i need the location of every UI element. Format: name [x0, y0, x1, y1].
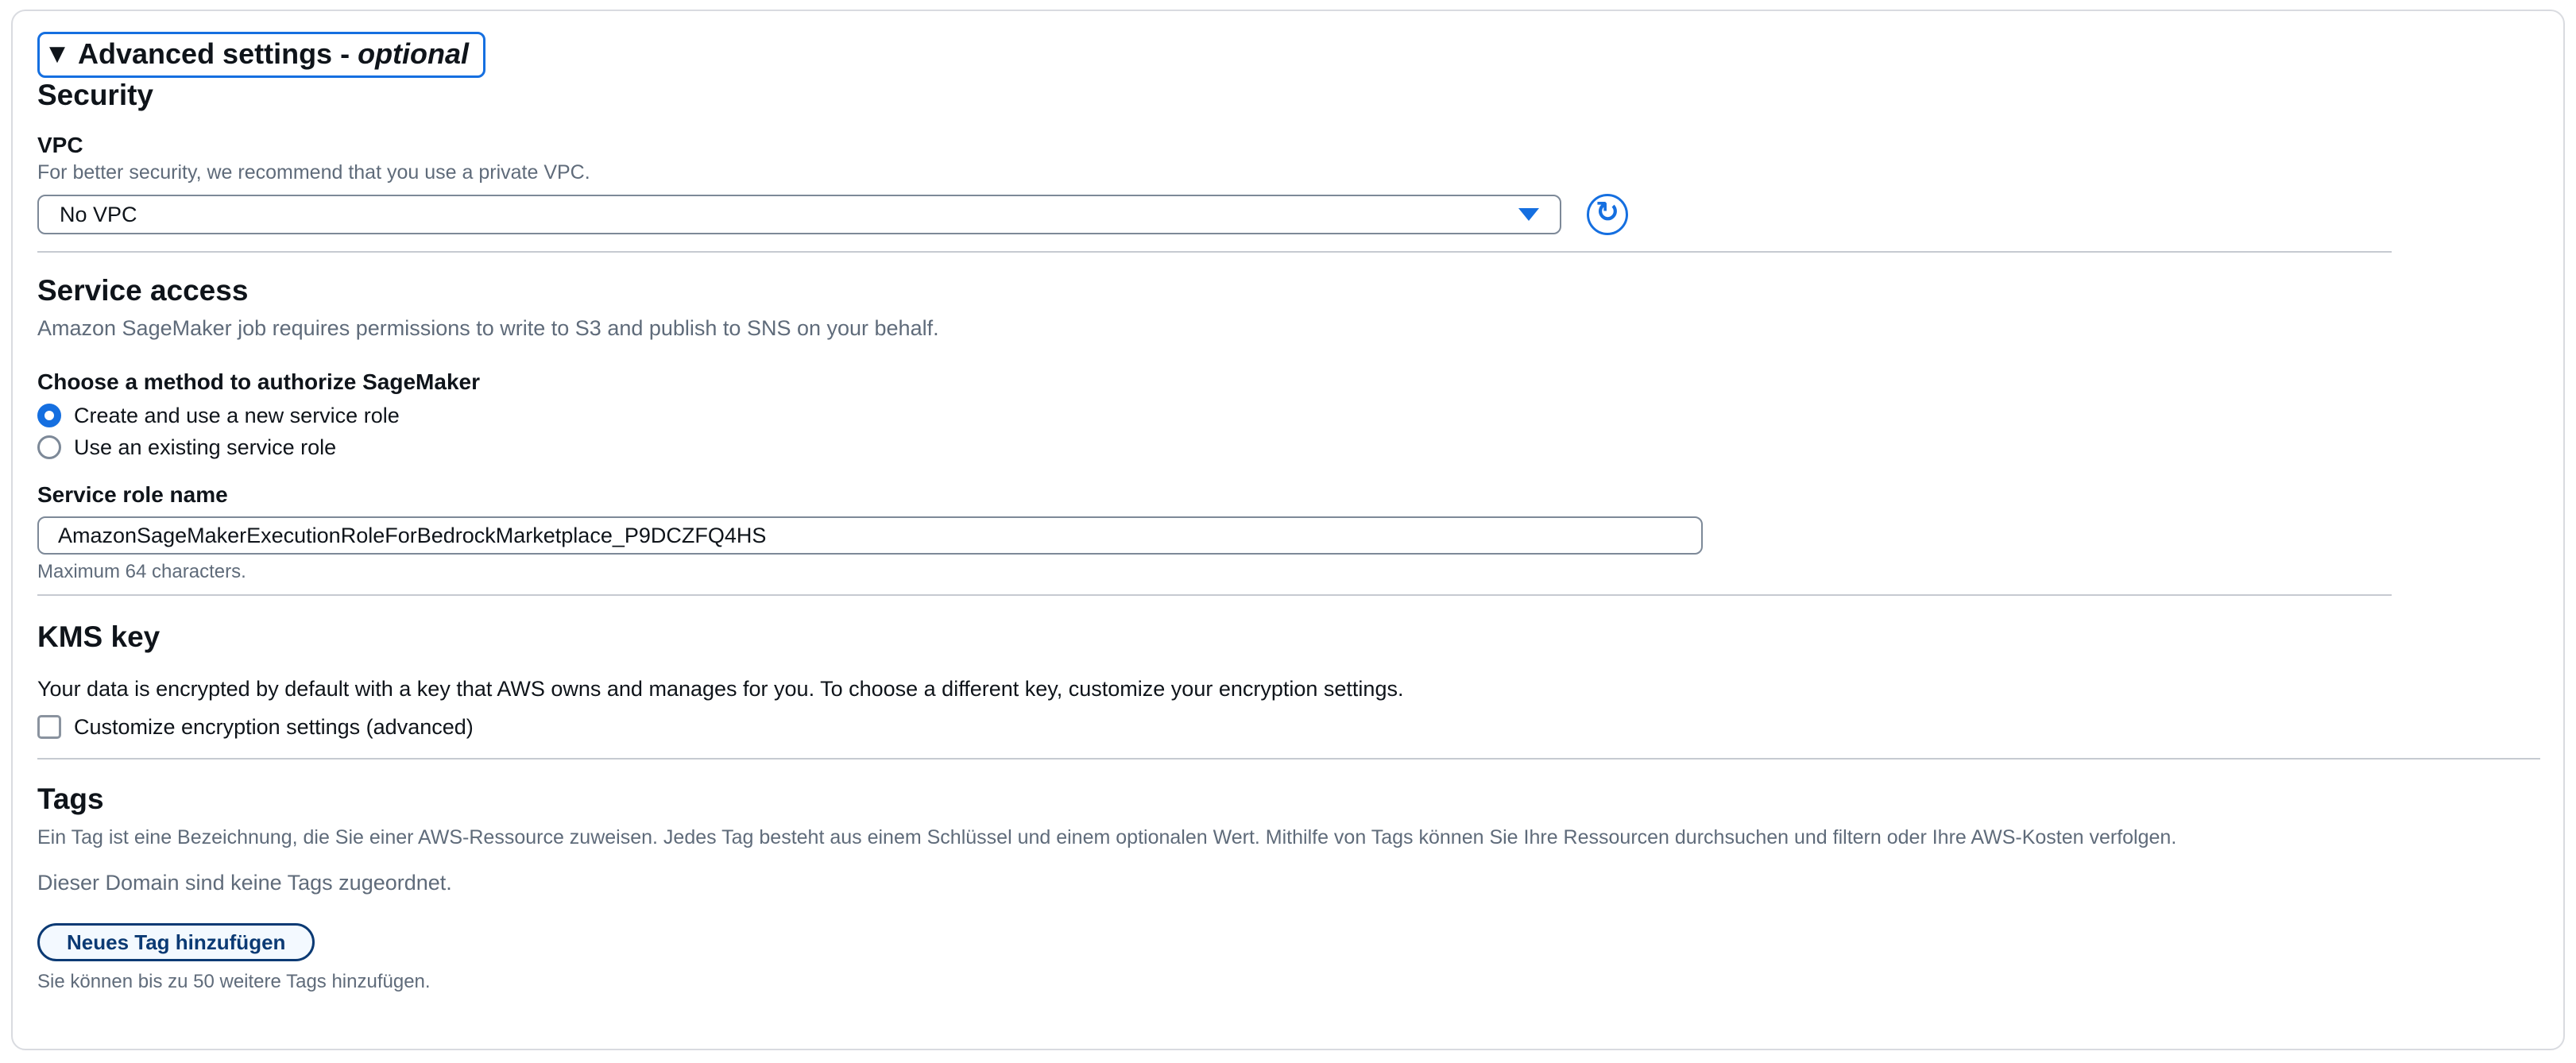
- kms-description: Your data is encrypted by default with a key that AWS owns and manages for you. To choose a different key, customize your encryption settings.: [37, 677, 1404, 701]
- service-role-name-input[interactable]: [37, 516, 1703, 555]
- radio-label: Create and use a new service role: [74, 404, 400, 427]
- service-access-heading: Service access: [37, 274, 249, 307]
- caret-down-icon: ▼: [49, 42, 65, 66]
- expander-title: Advanced settings -: [78, 37, 350, 70]
- radio-unselected-icon: [37, 435, 61, 459]
- expander-optional-label: optional: [358, 37, 470, 70]
- select-caret-icon: [1518, 208, 1539, 221]
- advanced-settings-panel: [11, 10, 2565, 1050]
- security-heading: Security: [37, 79, 154, 111]
- vpc-label: VPC: [37, 133, 83, 157]
- section-divider: [37, 251, 2392, 253]
- tags-limit-text: Sie können bis zu 50 weitere Tags hinzufügen.: [37, 971, 431, 992]
- vpc-description: For better security, we recommend that you use a private VPC.: [37, 161, 590, 184]
- radio-use-existing-service-role[interactable]: [37, 434, 2563, 461]
- kms-key-heading: KMS key: [37, 620, 161, 653]
- authorize-method-label: Choose a method to authorize SageMaker: [37, 369, 480, 394]
- tags-description: Ein Tag ist eine Bezeichnung, die Sie einer AWS-Ressource zuweisen. Jedes Tag besteht aus einem Schlüssel und einem optionalen Wert. Mithilfe von Tags können Sie Ihre Ressourcen durchsuchen und filtern oder Ihre AWS-Kosten verfolgen.: [37, 826, 2177, 848]
- tags-heading: Tags: [37, 783, 104, 815]
- tags-empty-text: Dieser Domain sind keine Tags zugeordnet.: [37, 871, 452, 895]
- vpc-select-value: No VPC: [60, 202, 137, 226]
- add-new-tag-button[interactable]: Neues Tag hinzufügen: [37, 923, 315, 961]
- checkbox-unchecked-icon: [37, 715, 61, 739]
- section-divider: [37, 594, 2392, 596]
- radio-label: Use an existing service role: [74, 435, 337, 459]
- service-role-name-label: Service role name: [37, 482, 228, 507]
- vpc-select[interactable]: [37, 195, 1561, 234]
- vpc-select-row: [37, 194, 2563, 235]
- service-access-description: Amazon SageMaker job requires permissions to write to S3 and publish to SNS on your behalf.: [37, 316, 939, 340]
- radio-create-new-service-role[interactable]: [37, 402, 2563, 429]
- checkbox-label: Customize encryption settings (advanced): [74, 715, 474, 739]
- advanced-settings-toggle[interactable]: [37, 32, 485, 78]
- customize-encryption-checkbox-row[interactable]: [37, 713, 2563, 740]
- radio-selected-icon: [37, 404, 61, 427]
- section-divider: [37, 758, 2540, 760]
- refresh-vpc-button[interactable]: [1587, 194, 1628, 235]
- refresh-icon: ↻: [1595, 196, 1620, 229]
- service-role-name-constraint: Maximum 64 characters.: [37, 561, 246, 582]
